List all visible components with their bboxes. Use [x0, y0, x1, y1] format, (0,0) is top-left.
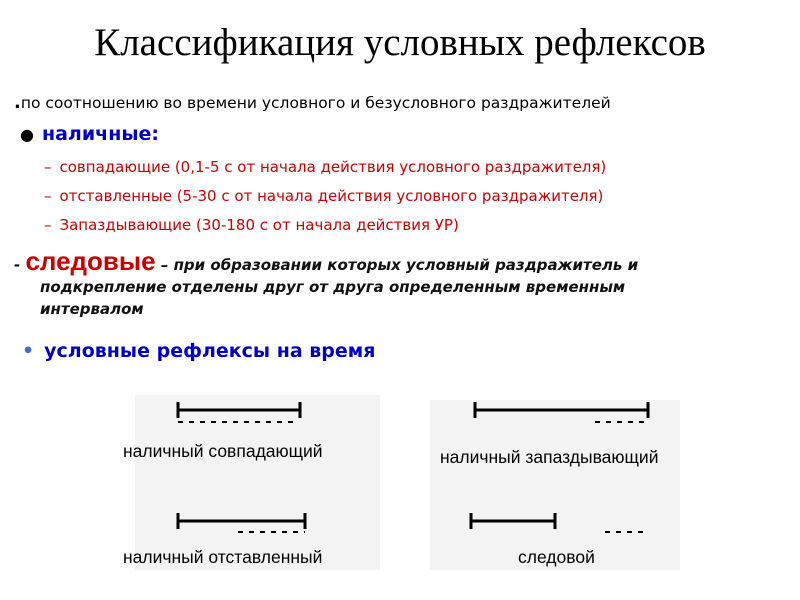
bullet-present-label: наличные: [41, 123, 159, 145]
bullet-dot-icon: ● [20, 125, 34, 144]
bullet-time-label: условные рефлексы на время [44, 340, 376, 362]
diagram-trace [471, 513, 648, 532]
dash-icon: – [44, 158, 52, 176]
trace-description-line3: интервалом [40, 300, 144, 318]
diagram-lagging [475, 402, 648, 422]
bullet-dot-icon: • [22, 340, 35, 362]
dash-icon: - [14, 256, 26, 274]
dash-icon: – [160, 256, 174, 274]
subtitle-dot: . [14, 92, 21, 113]
list-item-text: Запаздывающие (30-180 с от начала действия УР) [59, 216, 459, 234]
diagram-caption-coinciding: наличный совпадающий [123, 441, 323, 461]
diagram-delayed [178, 513, 305, 532]
trace-description-line2: подкрепление отделены друг от друга определенным временным [40, 278, 626, 296]
page-title: Классификация условных рефлексов [94, 21, 706, 64]
list-item-text: отставленные (5-30 с от начала действия условного раздражителя) [59, 187, 604, 205]
list-item-text: совпадающие (0,1-5 с от начала действия условного раздражителя) [59, 158, 607, 176]
diagram-caption-lagging: наличный запаздывающий [440, 447, 659, 467]
dash-icon: – [44, 187, 52, 205]
diagram-coinciding [178, 402, 300, 422]
diagram-caption-delayed: наличный отставленный [123, 547, 323, 567]
diagram-caption-trace: следовой [518, 547, 595, 567]
dash-icon: – [44, 216, 52, 234]
bullet-trace-label: следовые [25, 246, 156, 276]
trace-description-line1: при образовании которых условный раздражитель и [173, 256, 639, 274]
subtitle-text: по соотношению во времени условного и безусловного раздражителей [20, 94, 611, 112]
